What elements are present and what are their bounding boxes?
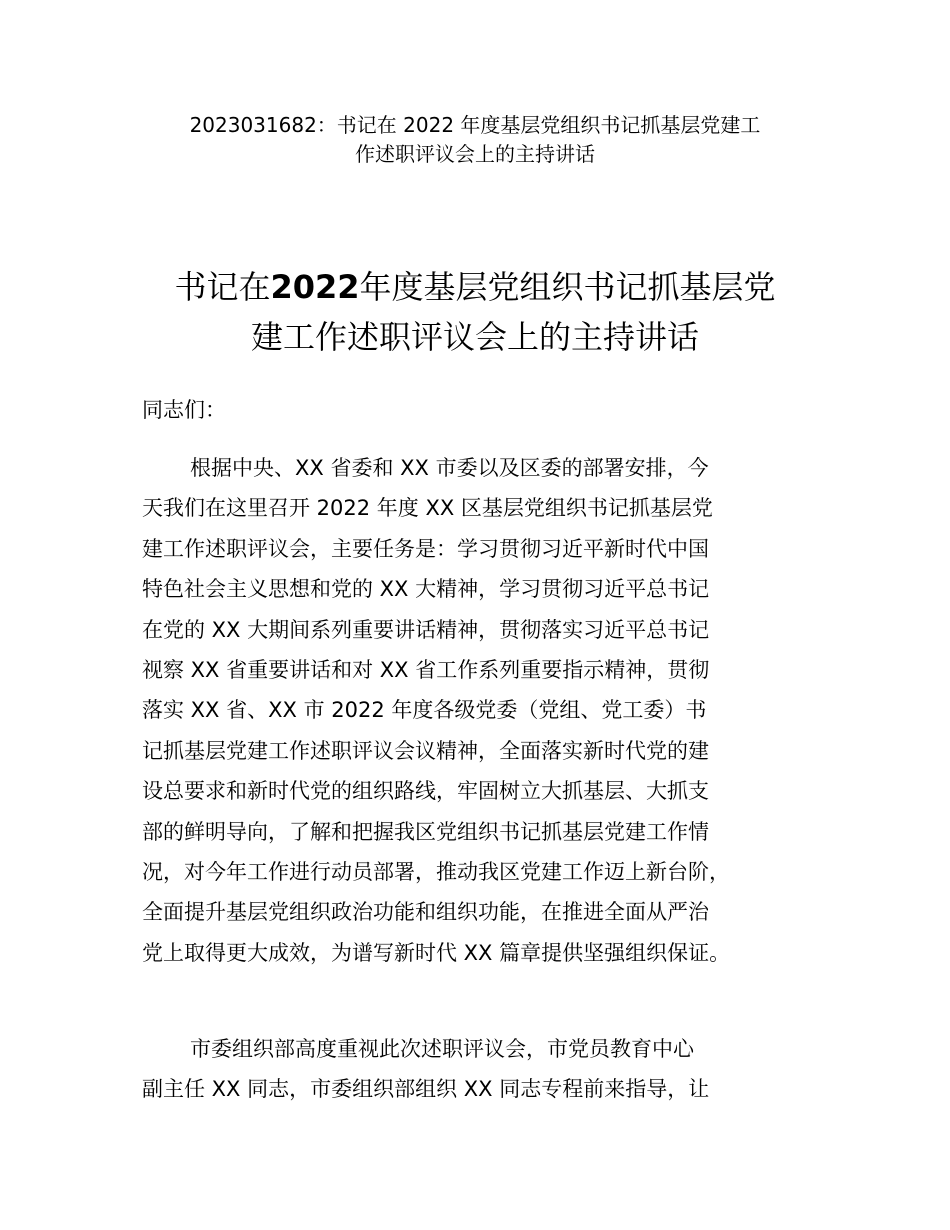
paragraph-line: 全面提升基层党组织政治功能和组织功能，在推进全面从严治 [142,900,709,925]
paragraph-line: 视察 XX 省重要讲话和对 XX 省工作系列重要指示精神，贯彻 [142,658,710,683]
paragraph-line: 根据中央、XX 省委和 XX 市委以及区委的部署安排，今 [190,456,709,480]
paragraph-line: 天我们在这里召开 2022 年度 XX 区基层党组织书记抓基层党 [142,496,713,521]
paragraph-line: 落实 XX 省、XX 市 2022 年度各级党委（党组、党工委）书 [142,698,707,723]
body-paragraph [142,448,730,973]
paragraph-line: 记抓基层党建工作述职评议会议精神，全面落实新时代党的建 [142,738,709,763]
title-text: 书记在 [174,268,271,306]
salutation: 同志们： [142,398,226,422]
paragraph-line: 部的鲜明导向，了解和把握我区党组织书记抓基层党建工作情 [142,819,709,844]
title-text: 年度基层党组织书记抓基层党 [359,268,776,306]
document-header [0,111,950,169]
document-title [0,262,950,362]
paragraph-line: 特色社会主义思想和党的 XX 大精神，学习贯彻习近平总书记 [142,577,710,602]
title-line: 建工作述职评议会上的主持讲话 [250,318,699,356]
paragraph-line: 副主任 XX 同志，市委组织部组织 XX 同志专程前来指导，让 [142,1077,710,1102]
paragraph-line: 市委组织部高度重视此次述职评议会，市党员教育中心 [190,1037,694,1061]
paragraph-line: 设总要求和新时代党的组织路线，牢固树立大抓基层、大抓支 [142,779,709,804]
title-year: 2022 [270,268,360,306]
title-line [0,262,950,312]
header-line: 2023031682：书记在 2022 年度基层党组织书记抓基层党建工 [189,113,761,137]
paragraph-line: 建工作述职评议会，主要任务是：学习贯彻习近平新时代中国 [142,536,709,561]
paragraph-line: 在党的 XX 大期间系列重要讲话精神，贯彻落实习近平总书记 [142,617,710,642]
paragraph-line: 况，对今年工作进行动员部署，推动我区党建工作迈上新台阶， [142,860,730,885]
header-line: 作述职评议会上的主持讲话 [355,142,595,166]
body-paragraph [142,1029,709,1110]
paragraph-line: 党上取得更大成效，为谱写新时代 XX 篇章提供坚强组织保证。 [142,940,731,965]
